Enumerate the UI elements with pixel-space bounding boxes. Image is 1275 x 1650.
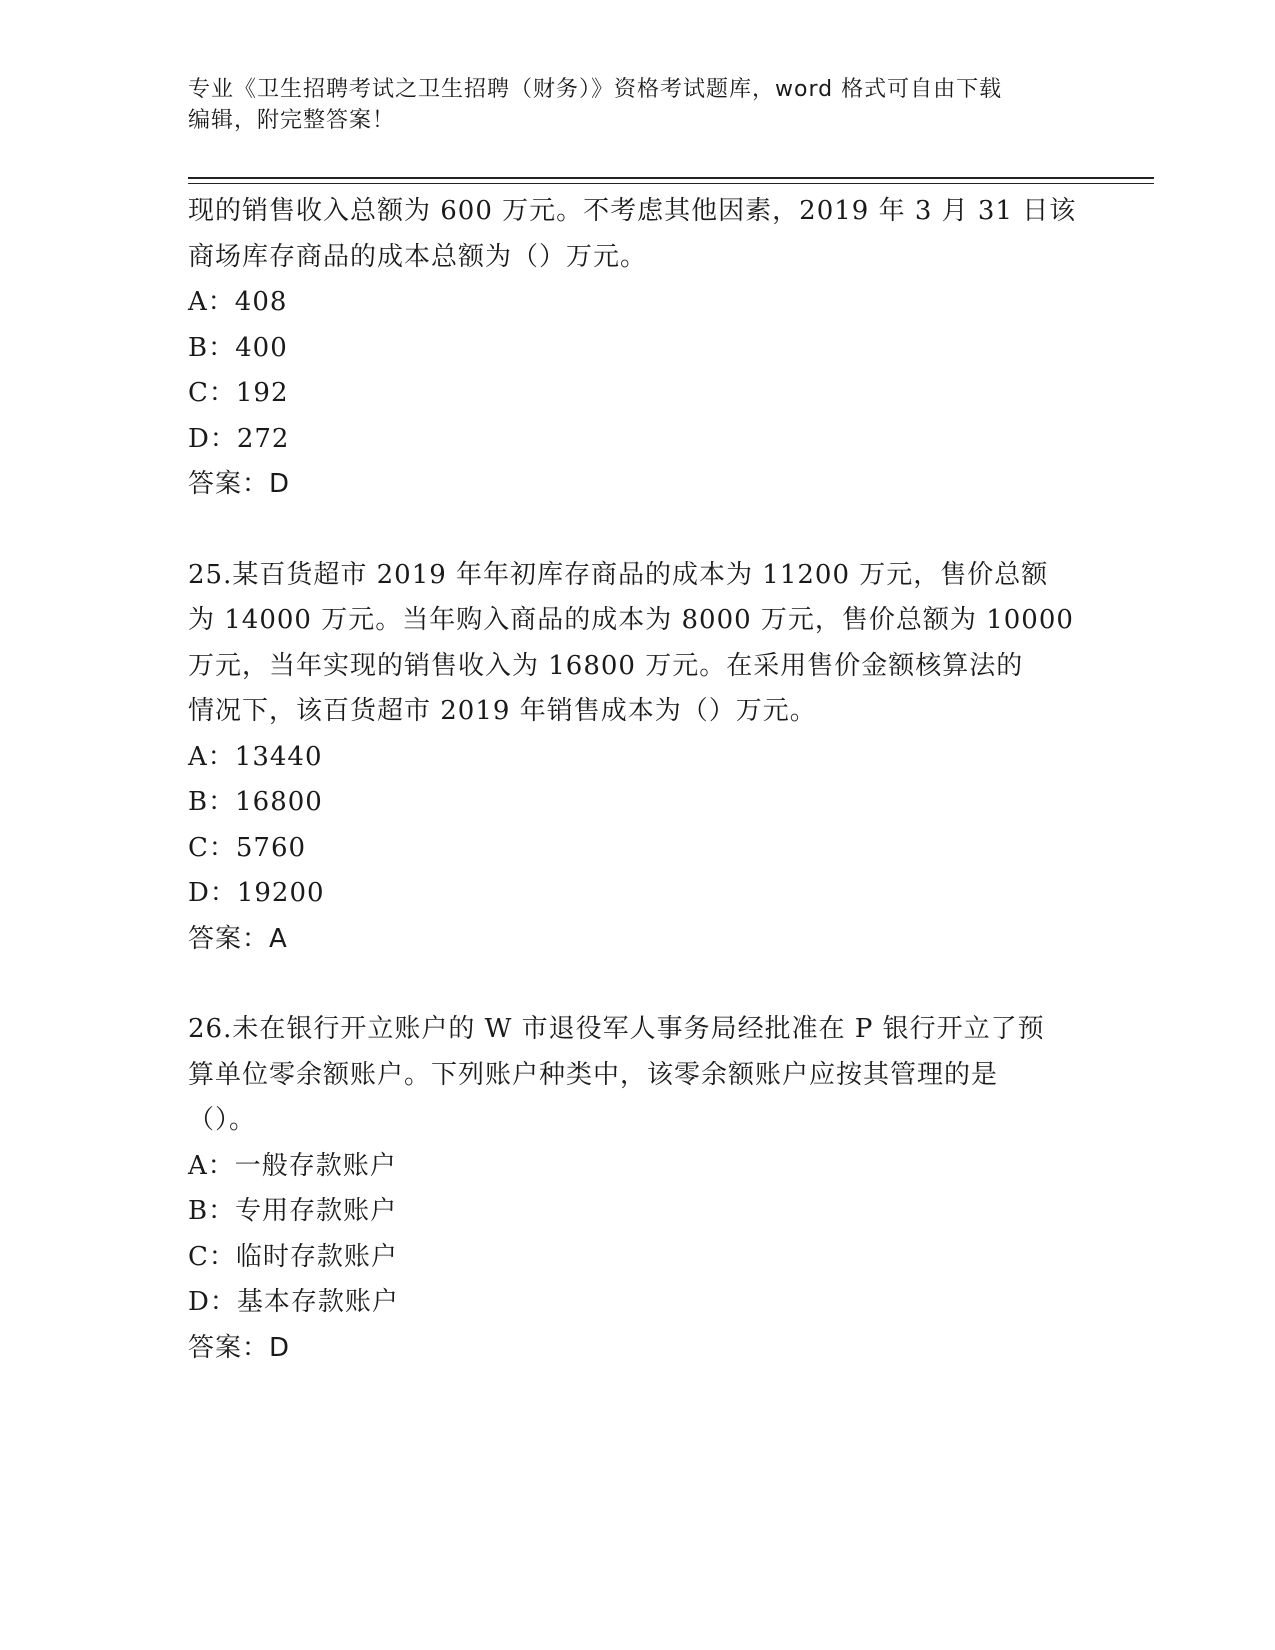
option-a: A：一般存款账户	[188, 1150, 397, 1181]
question-stem-line: 现的销售收入总额为 600 万元。不考虑其他因素，2019 年 3 月 31 日该	[188, 196, 1077, 226]
answer-line: 答案：D	[188, 1332, 291, 1363]
question-block	[188, 189, 1088, 508]
question-stem-line: 25.某百货超市 2019 年年初库存商品的成本为 11200 万元，售价总额	[188, 559, 1049, 590]
question-block	[188, 1007, 1088, 1371]
question-stem-line: 26.未在银行开立账户的 W 市退役军人事务局经批准在 P 银行开立了预	[188, 1014, 1045, 1044]
question-stem-line: 为 14000 万元。当年购入商品的成本为 8000 万元，售价总额为 10000	[188, 605, 1074, 635]
option-c: C：192	[188, 378, 289, 408]
question-stem-line: 商场库存商品的成本总额为（）万元。	[188, 241, 648, 272]
question-stem-line: 算单位零余额账户。下列账户种类中，该零余额账户应按其管理的是	[188, 1059, 999, 1090]
question-block	[188, 553, 1088, 963]
header-divider-thin	[188, 183, 1154, 184]
option-d: D：19200	[188, 878, 325, 908]
option-c: C：5760	[188, 832, 307, 863]
option-c: C：临时存款账户	[188, 1241, 398, 1272]
option-b: B：400	[188, 332, 288, 363]
question-stem-line: 情况下，该百货超市 2019 年销售成本为（）万元。	[188, 696, 817, 726]
option-d: D：272	[188, 423, 290, 454]
question-spacer	[188, 962, 1088, 1007]
option-b: B：16800	[188, 787, 323, 817]
question-stem-line: （）。	[188, 1105, 257, 1135]
header-line-2: 编辑，附完整答案！	[188, 108, 396, 133]
question-list	[188, 189, 1088, 1371]
answer-line: 答案：A	[188, 923, 288, 954]
question-stem-line: 万元，当年实现的销售收入为 16800 万元。在采用售价金额核算法的	[188, 650, 1024, 681]
option-d: D：基本存款账户	[188, 1287, 399, 1317]
question-spacer	[188, 508, 1088, 553]
document-header	[188, 74, 1088, 136]
option-b: B：专用存款账户	[188, 1196, 398, 1226]
header-line-1: 专业《卫生招聘考试之卫生招聘（财务）》资格考试题库，word 格式可自由下载	[188, 77, 1003, 102]
answer-line: 答案：D	[188, 469, 291, 499]
option-a: A：13440	[188, 741, 323, 772]
header-divider-thick	[188, 177, 1154, 179]
option-a: A：408	[188, 287, 288, 317]
